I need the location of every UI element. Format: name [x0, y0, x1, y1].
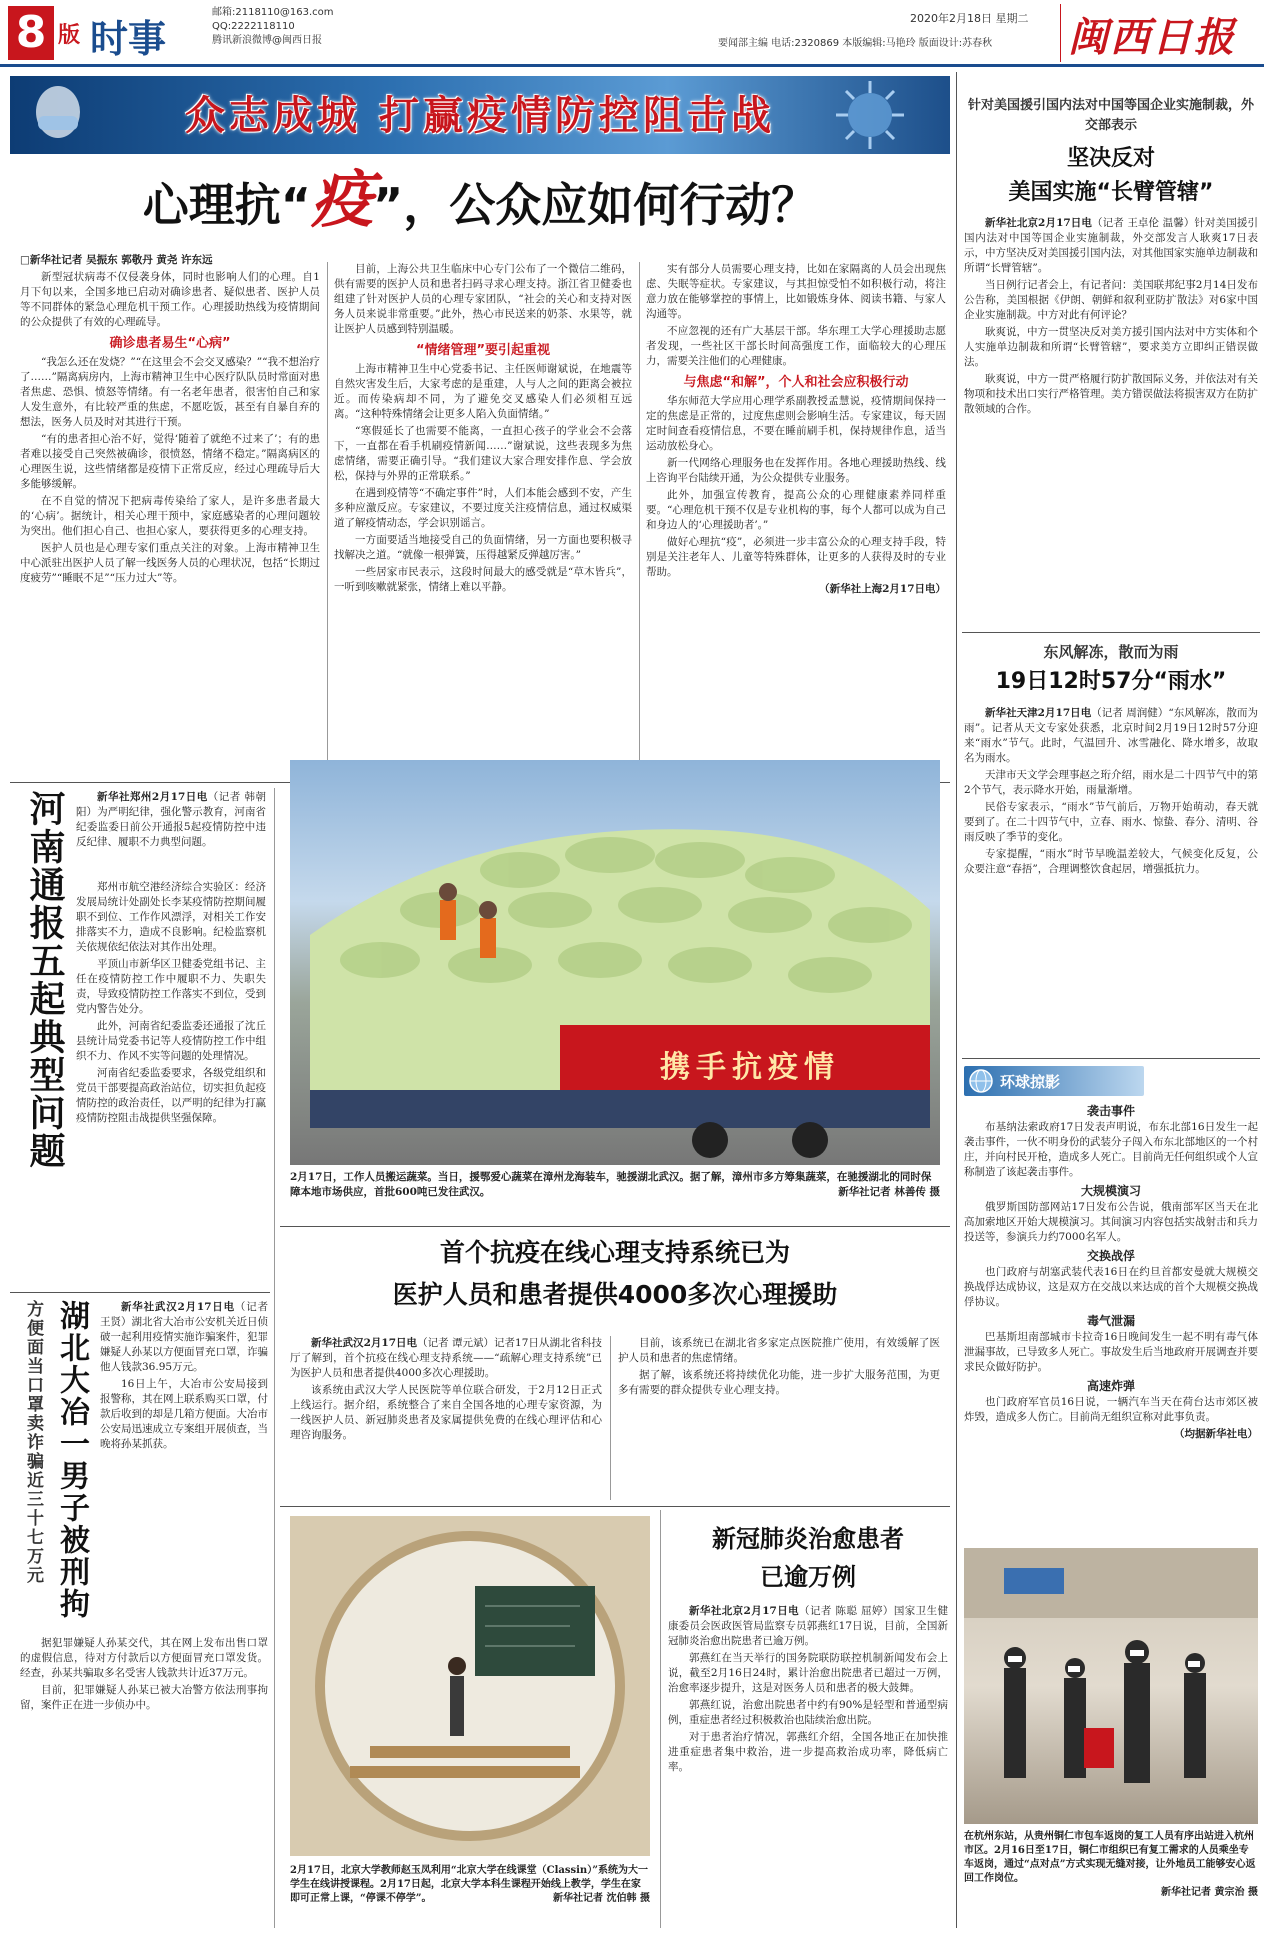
henan-p3: 平顶山市新华区卫健委党组书记、主任在疫情防控工作中履职不力、失职失责，导致疫情防控工作落实不到位，受到党内警告处分。: [76, 958, 266, 1015]
lead-col3-p4: 新一代网络心理服务也在发挥作用。各地心理援助热线、线上咨询平台陆续开通，为公众提供专业服务。: [646, 457, 946, 484]
lead-col2-p3: “寒假延长了也需要不能离，一直担心孩子的学业会不会落下，一直都在看手机刷疫情新闻……”谢斌说，这些表现多为焦虑情绪，需要正确引导。“我们建议大家合理安排作息、学会放松，保持与外界的正常联系。”: [334, 425, 632, 482]
lead-title-pre: 心理抗“: [142, 178, 311, 232]
henan-p2: 郑州市航空港经济综合实验区：经济发展局统计处副处长李某疫情防控期间履职不到位、工作作风漂浮，对相关工作安排落实不力，造成不良影响。纪检监察机关依规依纪依法对其作出处理。: [76, 881, 266, 953]
lead-col2-p6: 一些居家市民表示，这段时间最大的感受就是“草木皆兵”，一听到咳嗽就紧张，情绪上难以平静。: [334, 566, 632, 593]
lead-col1-p5: 医护人员也是心理专家们重点关注的对象。上海市精神卫生中心派驻出医护人员了解一线医务人员的心理状况，包括“长期过度疲劳”“睡眠不足”“压力过大”等。: [20, 542, 320, 584]
cured-title: [668, 1520, 948, 1598]
weibo: 腾讯新浪微博@闽西日报: [212, 35, 322, 46]
photo3-credit: 新华社记者 黄宗治 摄: [1161, 1887, 1258, 1898]
support-p2: 该系统由武汉大学人民医院等单位联合研发，于2月12日正式上线运行。据介绍，系统整合了来自全国各地的心理专家资源，为一线医护人员、新冠肺炎患者及家属提供免费的在线心理评估和心理咨询服务。: [290, 1384, 602, 1441]
global-credit: （均据新华社电）: [1174, 1428, 1258, 1440]
page-number: 8: [8, 6, 54, 60]
support-p4: 据了解，该系统还将持续优化功能，进一步扩大服务范围，为更多有需要的群众提供专业心理支持。: [618, 1369, 940, 1396]
lead-col2-p1: 目前，上海公共卫生临床中心专门公布了一个微信二维码，供有需要的医护人员和患者扫码寻求心理支持。浙江省卫健委也组建了针对医护人员的心理专家团队，“社会的关心和支持对医务人员来说非常重要。”此外，热心市民送来的奶茶、水果等，就让医护人员感到特别温暖。: [334, 263, 632, 335]
cured-body: [668, 1604, 948, 1928]
photo3-caption: [964, 1830, 1258, 1928]
right-article-1: [964, 96, 1258, 626]
global-item-2-title: 大规模演习: [1080, 1184, 1141, 1198]
date: 2020年2月18日 星期二: [910, 12, 1029, 25]
hubei-p2: 16日上午，大冶市公安局接到报警称，其在网上联系购买口罩，付款后收到的却是几箱方便面。大冶市公安局迅速成立专案组开展侦查，当晚将孙某抓获。: [100, 1378, 268, 1450]
hubei-title: 湖北大冶一男子被刑拘: [54, 1300, 89, 1620]
global-header-text: 环球掠影: [1000, 1073, 1061, 1091]
lead-col1-p3: “有的患者担心治不好，觉得‘随着了就绝不过来了’；有的患者难以接受自己突然被确诊，很愤怒，情绪不稳定。”隔离病区的心理医生说，这些情绪都是疫情下正常反应，经过心理疏导后大多能够缓解。: [20, 433, 320, 490]
qq: QQ:2222118110: [212, 21, 295, 32]
photo2-caption-text: 2月17日，北京大学教师赵玉凤利用“北京大学在线课堂（Classin）”系统为大一学生在线讲授课程。2月17日起，北京大学本科生课程开始线上教学，学生在家即可正常上课，“停课不停学”。: [290, 1865, 648, 1904]
photo1-credit: 新华社记者 林善传 摄: [838, 1186, 940, 1198]
globe-icon: [968, 1068, 994, 1094]
cured-title-line2: 已逾万例: [760, 1563, 856, 1591]
email: 邮箱:2118110@163.com: [212, 7, 334, 18]
r1-p1: [964, 216, 1258, 276]
henan-p4: 此外，河南省纪委监委还通报了沈丘县统计局党委书记等人疫情防控工作中组织不力、作风不实等问题的处理情况。: [76, 1020, 266, 1062]
support-title-line1: 首个抗疫在线心理支持系统已为: [439, 1238, 790, 1267]
hubei-p1: [100, 1300, 268, 1375]
photo3-caption-text: 在杭州东站，从贵州铜仁市包车返岗的复工人员有序出站进入杭州市区。2月16日至17日，铜仁市组织已有复工需求的人员乘坐专车返岗，通过“点对点”方式实现无缝对接，让外地员工能够安心返回工作岗位。: [964, 1831, 1256, 1884]
hubei-subtitle: 方便面当口罩卖诈骗近三十七万元: [23, 1300, 43, 1585]
global-item-5-text: 也门政府军官员16日说，一辆汽车当天在荷台达市郊区被炸毁，造成多人伤亡。目前尚无组织宣称对此事负责。: [964, 1396, 1258, 1423]
photo-station: [964, 1548, 1258, 1824]
henan-dateline: 新华社郑州2月17日电: [97, 791, 208, 803]
henan-p1: [76, 790, 266, 850]
cured-p1-text: （记者 陈聪 屈婷）国家卫生健康委员会医政医管局监察专员郭燕红17日说，目前，全国新冠肺炎治愈出院患者已逾万例。: [668, 1605, 948, 1647]
hubei-body-cont: [20, 1636, 268, 1926]
lead-col2-p4: 在遇到疫情等“不确定事件”时，人们本能会感到不安，产生多种应激反应。专家建议，不要过度关注疫情信息，通过权威渠道了解疫情动态，学会识别谣言。: [334, 487, 632, 529]
cured-p4: 对于患者治疗情况，郭燕红介绍，全国各地正在加快推进重症患者集中救治，进一步提高救治成功率，降低病亡率。: [668, 1731, 948, 1773]
page-suffix: 版: [58, 23, 81, 48]
hubei-p3: 据犯罪嫌疑人孙某交代，其在网上发布出售口罩的虚假信息，待对方付款后以方便面冒充口罩发货。经查，孙某共骗取多名受害人钱款共计近37万元。: [20, 1637, 268, 1679]
support-title-line2: 医护人员和患者提供4000多次心理援助: [392, 1280, 838, 1309]
r1-p1-text: （记者 王卓伦 温馨）针对美国援引国内法对中国等国企业实施制裁，外交部发言人耿爽17日表示，中方坚决反对美国援引国内法，对其他国家实施单边制裁和所谓“长臂管辖”。: [964, 217, 1258, 274]
editors-line: 要闻部主编 电话:2320869 本版编辑:马艳玲 版面设计:苏春秋: [718, 38, 993, 49]
r1-title-line2: 美国实施“长臂管辖”: [1008, 180, 1214, 205]
photo2-credit: 新华社记者 沈伯韩 摄: [553, 1893, 650, 1904]
support-dateline: 新华社武汉2月17日电: [311, 1337, 418, 1349]
right-article-2: [964, 640, 1258, 1050]
station-illustration: [964, 1548, 1258, 1824]
global-item-5: [964, 1377, 1258, 1425]
global-items: [964, 1102, 1258, 1542]
global-item-3-title: 交换战俘: [1086, 1249, 1135, 1263]
cured-p3: 郭燕红说，治愈出院患者中约有90%是轻型和普通型病例，重症患者经过积极救治也陆续治愈出院。: [668, 1699, 948, 1726]
support-title: [280, 1232, 950, 1332]
lead-subhead-1: 确诊患者易生“心病”: [109, 336, 231, 351]
lead-col1-p4: 在不自觉的情况下把病毒传染给了家人，是许多患者最大的‘心病’。据统计，相关心理干预中，家庭感染者的心理问题较为突出。他们担心自己、也担心家人，要获得更多的心理支持。: [20, 495, 320, 537]
r2-p1: [964, 706, 1258, 766]
photo1-caption-text: 2月17日，工作人员搬运蔬菜。当日，援鄂爱心蔬菜在漳州龙海装车，驰援湖北武汉。据了解，漳州市多方筹集蔬菜，在驰援湖北的同时保障本地市场供应，首批600吨已发往武汉。: [290, 1171, 932, 1198]
support-col-2: [618, 1336, 940, 1504]
global-item-4: [964, 1312, 1258, 1375]
photo1-caption: [290, 1170, 940, 1220]
cured-p2: 郭燕红在当天举行的国务院联防联控机制新闻发布会上说，截至2月16日24时，累计治愈出院患者已超过一万例，治愈率逐步提升，这是对医务人员和患者的极大鼓舞。: [668, 1652, 948, 1694]
section-title: 时事: [90, 17, 167, 61]
lead-col3-p6: 做好心理抗“疫”，必须进一步丰富公众的心理支持手段，特别是关注老年人、儿童等特殊群体，让更多的人获得及时的专业帮助。: [646, 536, 946, 578]
hubei-p1-text: （记者 王贤）湖北省大冶市公安机关近日侦破一起利用疫情实施诈骗案件，犯罪嫌疑人孙某以方便面冒充口罩，诈骗他人钱款36.95万元。: [100, 1301, 268, 1373]
banner: [10, 76, 950, 154]
global-item-2-text: 俄罗斯国防部网站17日发布公告说，俄南部军区当天在北高加索地区开始大规模演习。其间演习内容包括实战射击和兵力投送等，参演兵力约7000名军人。: [964, 1201, 1258, 1243]
hubei-body: [100, 1300, 268, 1630]
lead-col3-p3: 华东师范大学应用心理学系副教授孟慧说，疫情期间保持一定的焦虑是正常的，过度焦虑则会影响生活。专家建议，每天固定时间查看疫情信息，不要在睡前刷手机，保持规律作息，适当运动放松身心。: [646, 395, 946, 452]
r1-p4: 耿爽说，中方一贯严格履行防扩散国际义务，并依法对有关物项和技术出口实行严格管理。美方错误做法将损害双方在防扩散领域的合作。: [964, 373, 1258, 415]
r1-dateline: 新华社北京2月17日电: [985, 217, 1093, 229]
lead-col2-p2: 上海市精神卫生中心党委书记、主任医师谢斌说，在地震等自然灾害发生后，大家考虑的是重建，人与人之间的距离会被拉近。而传染病却不同，为了避免交叉感染人们必须相互远离。“这种特殊情绪会让更多人陷入负面情绪。”: [334, 363, 632, 420]
support-p1: [290, 1336, 602, 1381]
lead-col-2: [334, 262, 632, 778]
global-item-5-title: 高速炸弹: [1086, 1379, 1135, 1393]
hubei-dateline: 新华社武汉2月17日电: [121, 1301, 235, 1313]
r1-kicker: 针对美国援引国内法对中国等国企业实施制裁，外交部表示: [967, 98, 1254, 133]
r1-p2: 当日例行记者会上，有记者问：美国联邦纪事2月14日发布公告称，美国根据《伊朗、朝鲜和叙利亚防扩散法》对6家中国企业实施制裁。中方对此有何评论？: [964, 279, 1258, 321]
global-item-4-title: 毒气泄漏: [1086, 1314, 1135, 1328]
cured-title-line1: 新冠肺炎治愈患者: [712, 1525, 904, 1553]
lead-col-1: [20, 270, 320, 778]
henan-p1-text: （记者 韩朝阳）为严明纪律，强化警示教育，河南省纪委监委日前公开通报5起疫情防控中违反纪律、履职不力典型问题。: [76, 791, 266, 848]
henan-p5: 河南省纪委监委要求，各级党组织和党员干部要提高政治站位，切实担负起疫情防控的政治责任，以严明的纪律为打赢疫情防控阻击战提供坚强保障。: [76, 1067, 266, 1124]
lead-col3-p5: 此外，加强宣传教育，提高公众的心理健康素养同样重要。“心理危机干预不仅是专业机构的事，每个人都可以成为自己和身边人的‘心理援助者’。”: [646, 489, 946, 531]
lead-title: [10, 160, 950, 240]
r1-title-line1: 坚决反对: [1066, 146, 1155, 171]
r2-p2: 天津市天文学会理事赵之珩介绍，雨水是二十四节气中的第2个节气，表示降水开始，雨量渐增。: [964, 769, 1258, 796]
lead-title-post: ”，公众应如何行动？: [373, 178, 818, 232]
support-col-1: [290, 1336, 602, 1504]
cured-dateline: 新华社北京2月17日电: [689, 1605, 800, 1617]
lead-subhead-3: 与焦虑“和解”，个人和社会应积极行动: [683, 375, 909, 390]
truck-banner-text: 携手抗疫情: [660, 1050, 840, 1085]
hubei-p4: 目前，犯罪嫌疑人孙某已被大冶警方依法刑事拘留，案件正在进一步侦办中。: [20, 1684, 268, 1711]
lead-col1-p2: “我怎么还在发烧？”“在这里会不会交叉感染？”“我不想治疗了……”隔离病房内，上海市精神卫生中心医疗队队员时常面对患者焦虑、恐惧、愤怒等情绪。有一名老年患者，很害怕自己和家人发生意外，有比较严重的焦虑，不愿吃饭，甚至有自暴自弃的想法，医务人员及时对其进行干预。: [20, 356, 320, 428]
lead-dateline: （新华社上海2月17日电）: [819, 583, 946, 595]
r2-p3: 民俗专家表示，“雨水”节气前后，万物开始萌动，春天就要到了。在二十四节气中，立春、雨水、惊蛰、春分、清明、谷雨反映了季节的变化。: [964, 801, 1258, 843]
lead-col-3: [646, 262, 946, 778]
global-item-2: [964, 1182, 1258, 1245]
lead-col1-p1: 新型冠状病毒不仅侵袭身体，同时也影响人们的心理。自1月下旬以来，全国多地已启动对确诊患者、疑似患者、医护人员等不同群体的紧急心理危机干预工作。心理援助热线为疫情期间的公众提供了有效的心理疏导。: [20, 271, 320, 328]
lead-byline: □新华社记者 吴振东 郭敬丹 黄尧 许东远: [20, 254, 213, 266]
banner-text: 众志成城 打赢疫情防控阻击战: [185, 93, 775, 139]
lead-title-key: 疫: [310, 163, 373, 236]
r2-title: 19日12时57分“雨水”: [995, 669, 1227, 694]
cured-p1: [668, 1604, 948, 1649]
r2-dateline: 新华社天津2月17日电: [985, 707, 1092, 719]
r2-p1-text: （记者 周润健）“东风解冻，散而为雨”。记者从天文专家处获悉，北京时间2月19日12时57分迎来“雨水”节气。此时，气温回升、冰雪融化、降水增多，故取名为雨水。: [964, 707, 1258, 764]
lead-col3-p2: 不应忽视的还有广大基层干部。华东理工大学心理援助志愿者发现，一些社区干部长时间高强度工作，面临较大的心理压力，需要关注他们的心理健康。: [646, 325, 946, 367]
support-p1-text: （记者 谭元斌）记者17日从湖北省科技厅了解到，首个抗疫在线心理支持系统——“疏解心理支持系统”已为医护人员和患者提供4000多次心理援助。: [290, 1337, 602, 1379]
r2-kicker: 东风解冻，散而为雨: [1043, 643, 1179, 661]
global-header: [964, 1066, 1144, 1096]
global-item-3: [964, 1247, 1258, 1310]
r2-p4: 专家提醒，“雨水”时节早晚温差较大，气候变化反复，公众要注意“春捂”，合理调整饮食起居，增强抵抗力。: [964, 848, 1258, 875]
lead-subhead-2: “情绪管理”要引起重视: [415, 343, 551, 358]
r1-p3: 耿爽说，中方一贯坚决反对美方援引国内法对中方实体和个人实施单边制裁和所谓“长臂管辖”，要求美方立即纠正错误做法。: [964, 326, 1258, 368]
masthead: [0, 0, 1264, 70]
photo2-caption: [290, 1864, 650, 1928]
global-item-3-text: 也门政府与胡塞武装代表16日在约旦首都安曼就大规模交换战俘达成协议，这是双方在交战以来达成的首个大规模交换战俘协议。: [964, 1266, 1258, 1308]
henan-title: 河南通报五起典型问题: [24, 790, 65, 1170]
lead-col2-p5: 一方面要适当地接受自己的负面情绪，另一方面也要积极寻找解决之道。“就像一根弹簧，压得越紧反弹越厉害。”: [334, 534, 632, 561]
global-item-1-title: 袭击事件: [1086, 1104, 1135, 1118]
photo-classroom: [290, 1516, 650, 1856]
lead-col3-p1: 实有部分人员需要心理支持，比如在家隔离的人员会出现焦虑、失眠等症状。专家建议，与其担惊受怕不如积极行动，将注意力放在能够掌控的事情上，比如锻炼身体、阅读书籍、与家人沟通等。: [646, 263, 946, 320]
global-item-1: [964, 1102, 1258, 1180]
support-p3: 目前，该系统已在湖北省多家定点医院推广使用，有效缓解了医护人员和患者的焦虑情绪。: [618, 1337, 940, 1364]
global-item-4-text: 巴基斯坦南部城市卡拉奇16日晚间发生一起不明有毒气体泄漏事故，已导致多人死亡。事故发生后当地政府开展调查并要求民众做好防护。: [964, 1331, 1258, 1373]
photo-truck: [290, 760, 940, 1165]
classroom-illustration: [290, 1516, 650, 1856]
global-item-1-text: 布基纳法索政府17日发表声明说，布东北部16日发生一起袭击事件，一伙不明身份的武装分子闯入布东北部地区的一个村庄，并向村民开枪，造成多人死亡。目前尚无任何组织或个人宣称制造了该起袭击事件。: [964, 1121, 1258, 1178]
paper-name: 闽西日报: [1068, 14, 1236, 61]
truck-illustration: [290, 760, 940, 1165]
